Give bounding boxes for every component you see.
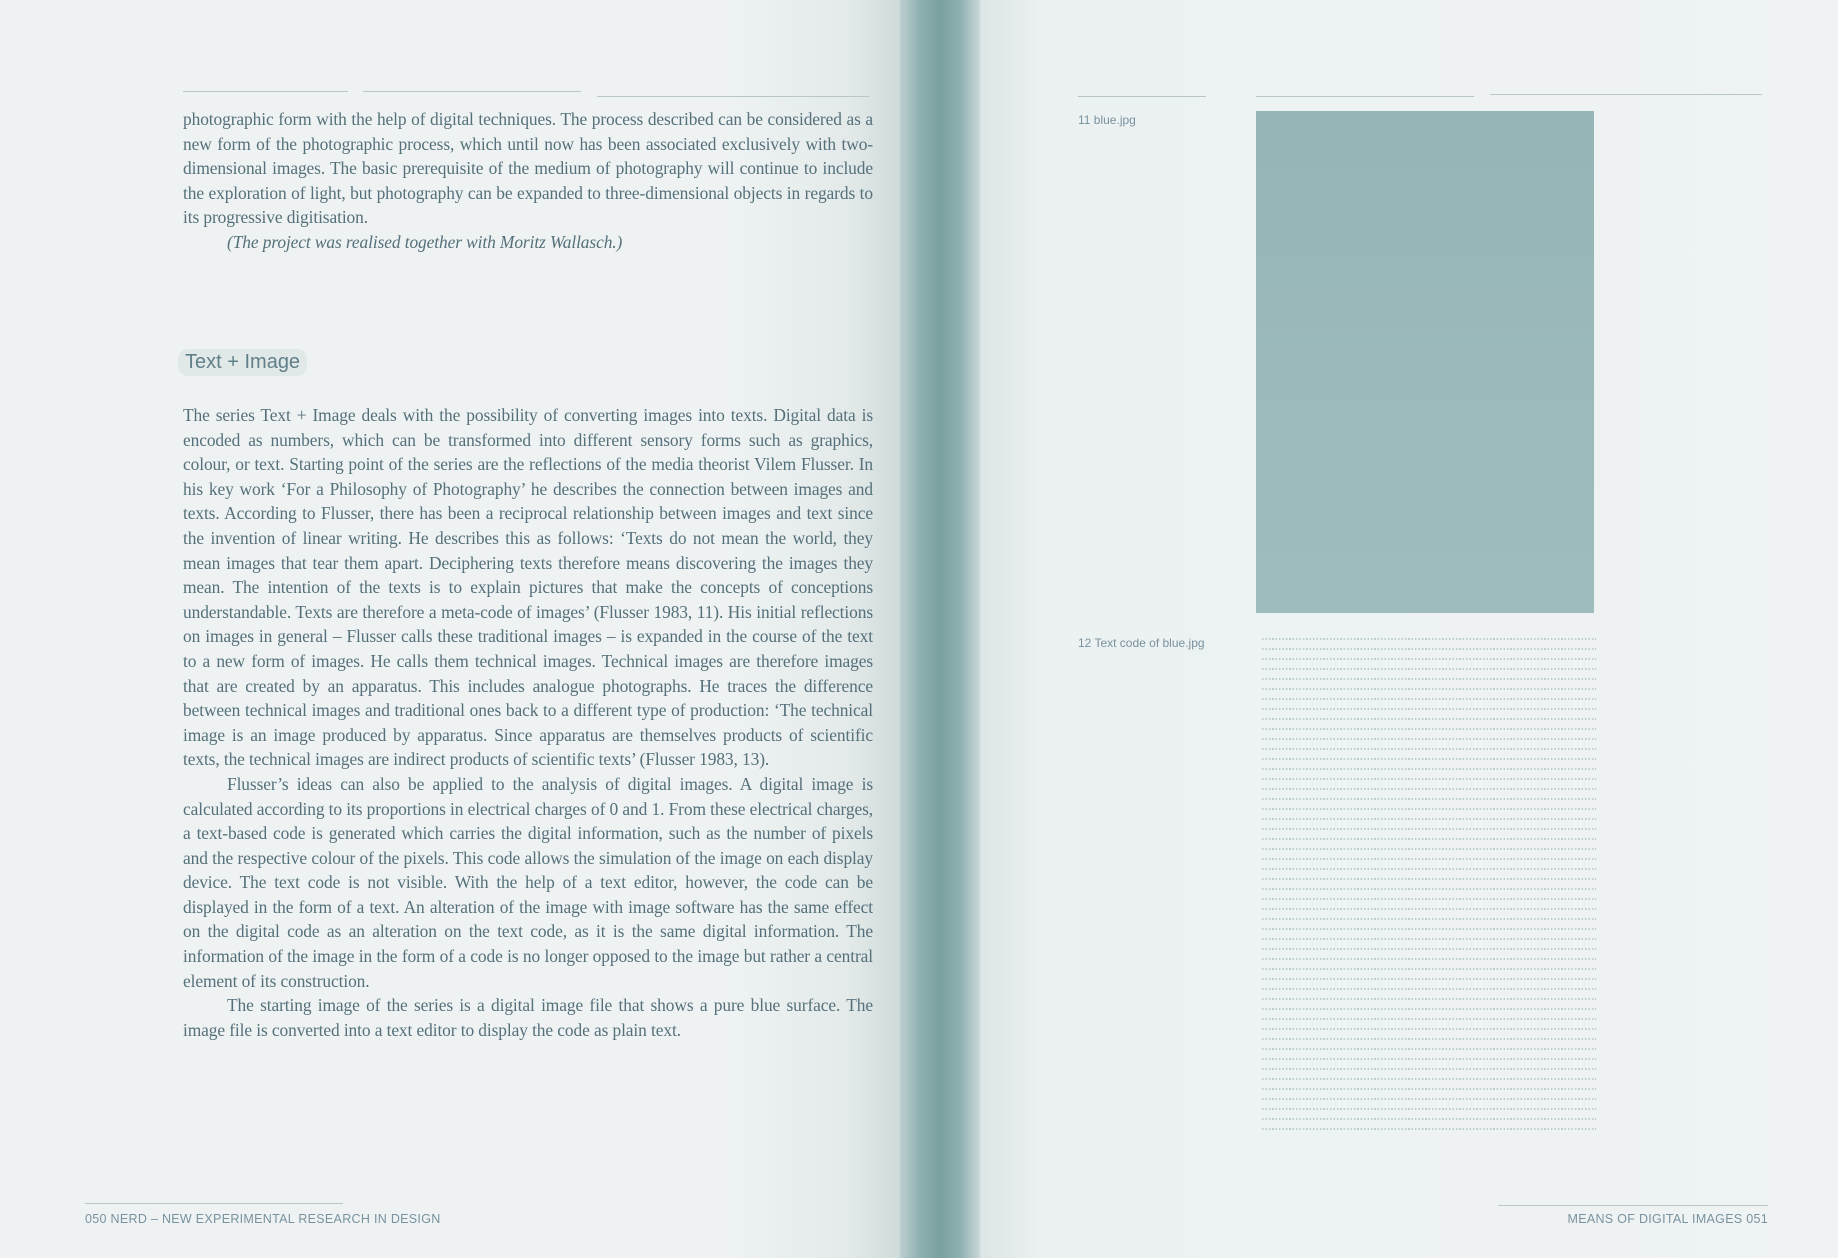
- body-paragraph: The series Text + Image deals with the possibility of converting images into texts. Digital data is encoded as numbers, which can be transformed into different sensory forms such as graphics, colour, or text. Starting point of the series are the reflections of the media theorist Vilem Flusser. In his key work ‘For a Philosophy of Photography’ he describes the connection between images and texts. According to Flusser, there has been a reciprocal relationship between images and text since the invention of linear writing. He describes this as follows: ‘Texts do not mean the world, they mean images that tear them apart. Deciphering texts therefore means discovering the images they mean. The intention of the texts is to explain pictures that make the concepts of conceptions understandable. Texts are therefore a meta-code of images’ (Flusser 1983, 11). His initial reflections on images in general – Flusser calls these traditional images – is expanded in the course of the text to a new form of images. He calls them technical images. Technical images are therefore images that are created by an apparatus. This includes analogue photographs. He traces the difference between technical images and traditional ones back to a different type of production: ‘The technical image is an image produced by apparatus. Since apparatus are themselves products of scientific texts, the technical images are indirect products of scientific texts’ (Flusser 1983, 13).: [183, 405, 873, 770]
- header-rule: [1078, 96, 1206, 97]
- header-rule: [1256, 96, 1474, 97]
- footer-rule: [85, 1203, 343, 1204]
- body-paragraph: Flusser’s ideas can also be applied to the analysis of digital images. A digital image is calculated according to its proportions in electrical charges of 0 and 1. From these electrical charges, a text-based code is generated which carries the digital information, such as the number of pixels and the respective colour of the pixels. This code allows the simulation of the image on each display device. The text code is not visible. With the help of a text editor, however, the code can be displayed in the form of a text. An alteration of the image with image software has the same effect on the digital code as an alteration on the text code, as it is the same digital information. The information of the image in the form of a code is no longer opposed to the image but rather a central element of its construction.: [183, 773, 873, 991]
- left-page-footer: 050 NERD – NEW EXPERIMENTAL RESEARCH IN DESIGN: [85, 1212, 441, 1226]
- figure-caption: 11 blue.jpg: [1078, 113, 1136, 127]
- figure-caption: 12 Text code of blue.jpg: [1078, 636, 1205, 650]
- book-gutter: [900, 0, 980, 1258]
- header-rule: [183, 91, 348, 92]
- header-rule: [597, 96, 869, 97]
- blue-image-figure: [1256, 111, 1594, 613]
- header-rule: [1490, 94, 1762, 95]
- section-heading: Text + Image: [178, 349, 307, 376]
- header-rule: [363, 91, 581, 92]
- intro-text-block: [183, 107, 873, 255]
- footer-rule: [1498, 1205, 1768, 1206]
- section-text-block: [183, 403, 873, 1042]
- body-paragraph: photographic form with the help of digital techniques. The process described can be considered as a new form of the photographic process, which until now has been associated exclusively with two-dimensional images. The basic prerequisite of the medium of photography will continue to include the exploration of light, but photography can be expanded to three-dimensional objects in regards to its progressive digitisation.: [183, 109, 873, 228]
- right-page-footer: MEANS OF DIGITAL IMAGES 051: [1567, 1212, 1768, 1226]
- text-code-figure: [1262, 630, 1596, 1130]
- body-paragraph: The starting image of the series is a digital image file that shows a pure blue surface. The image file is converted into a text editor to display the code as plain text.: [183, 995, 873, 1040]
- project-credit: (The project was realised together with Moritz Wallasch.): [227, 231, 623, 252]
